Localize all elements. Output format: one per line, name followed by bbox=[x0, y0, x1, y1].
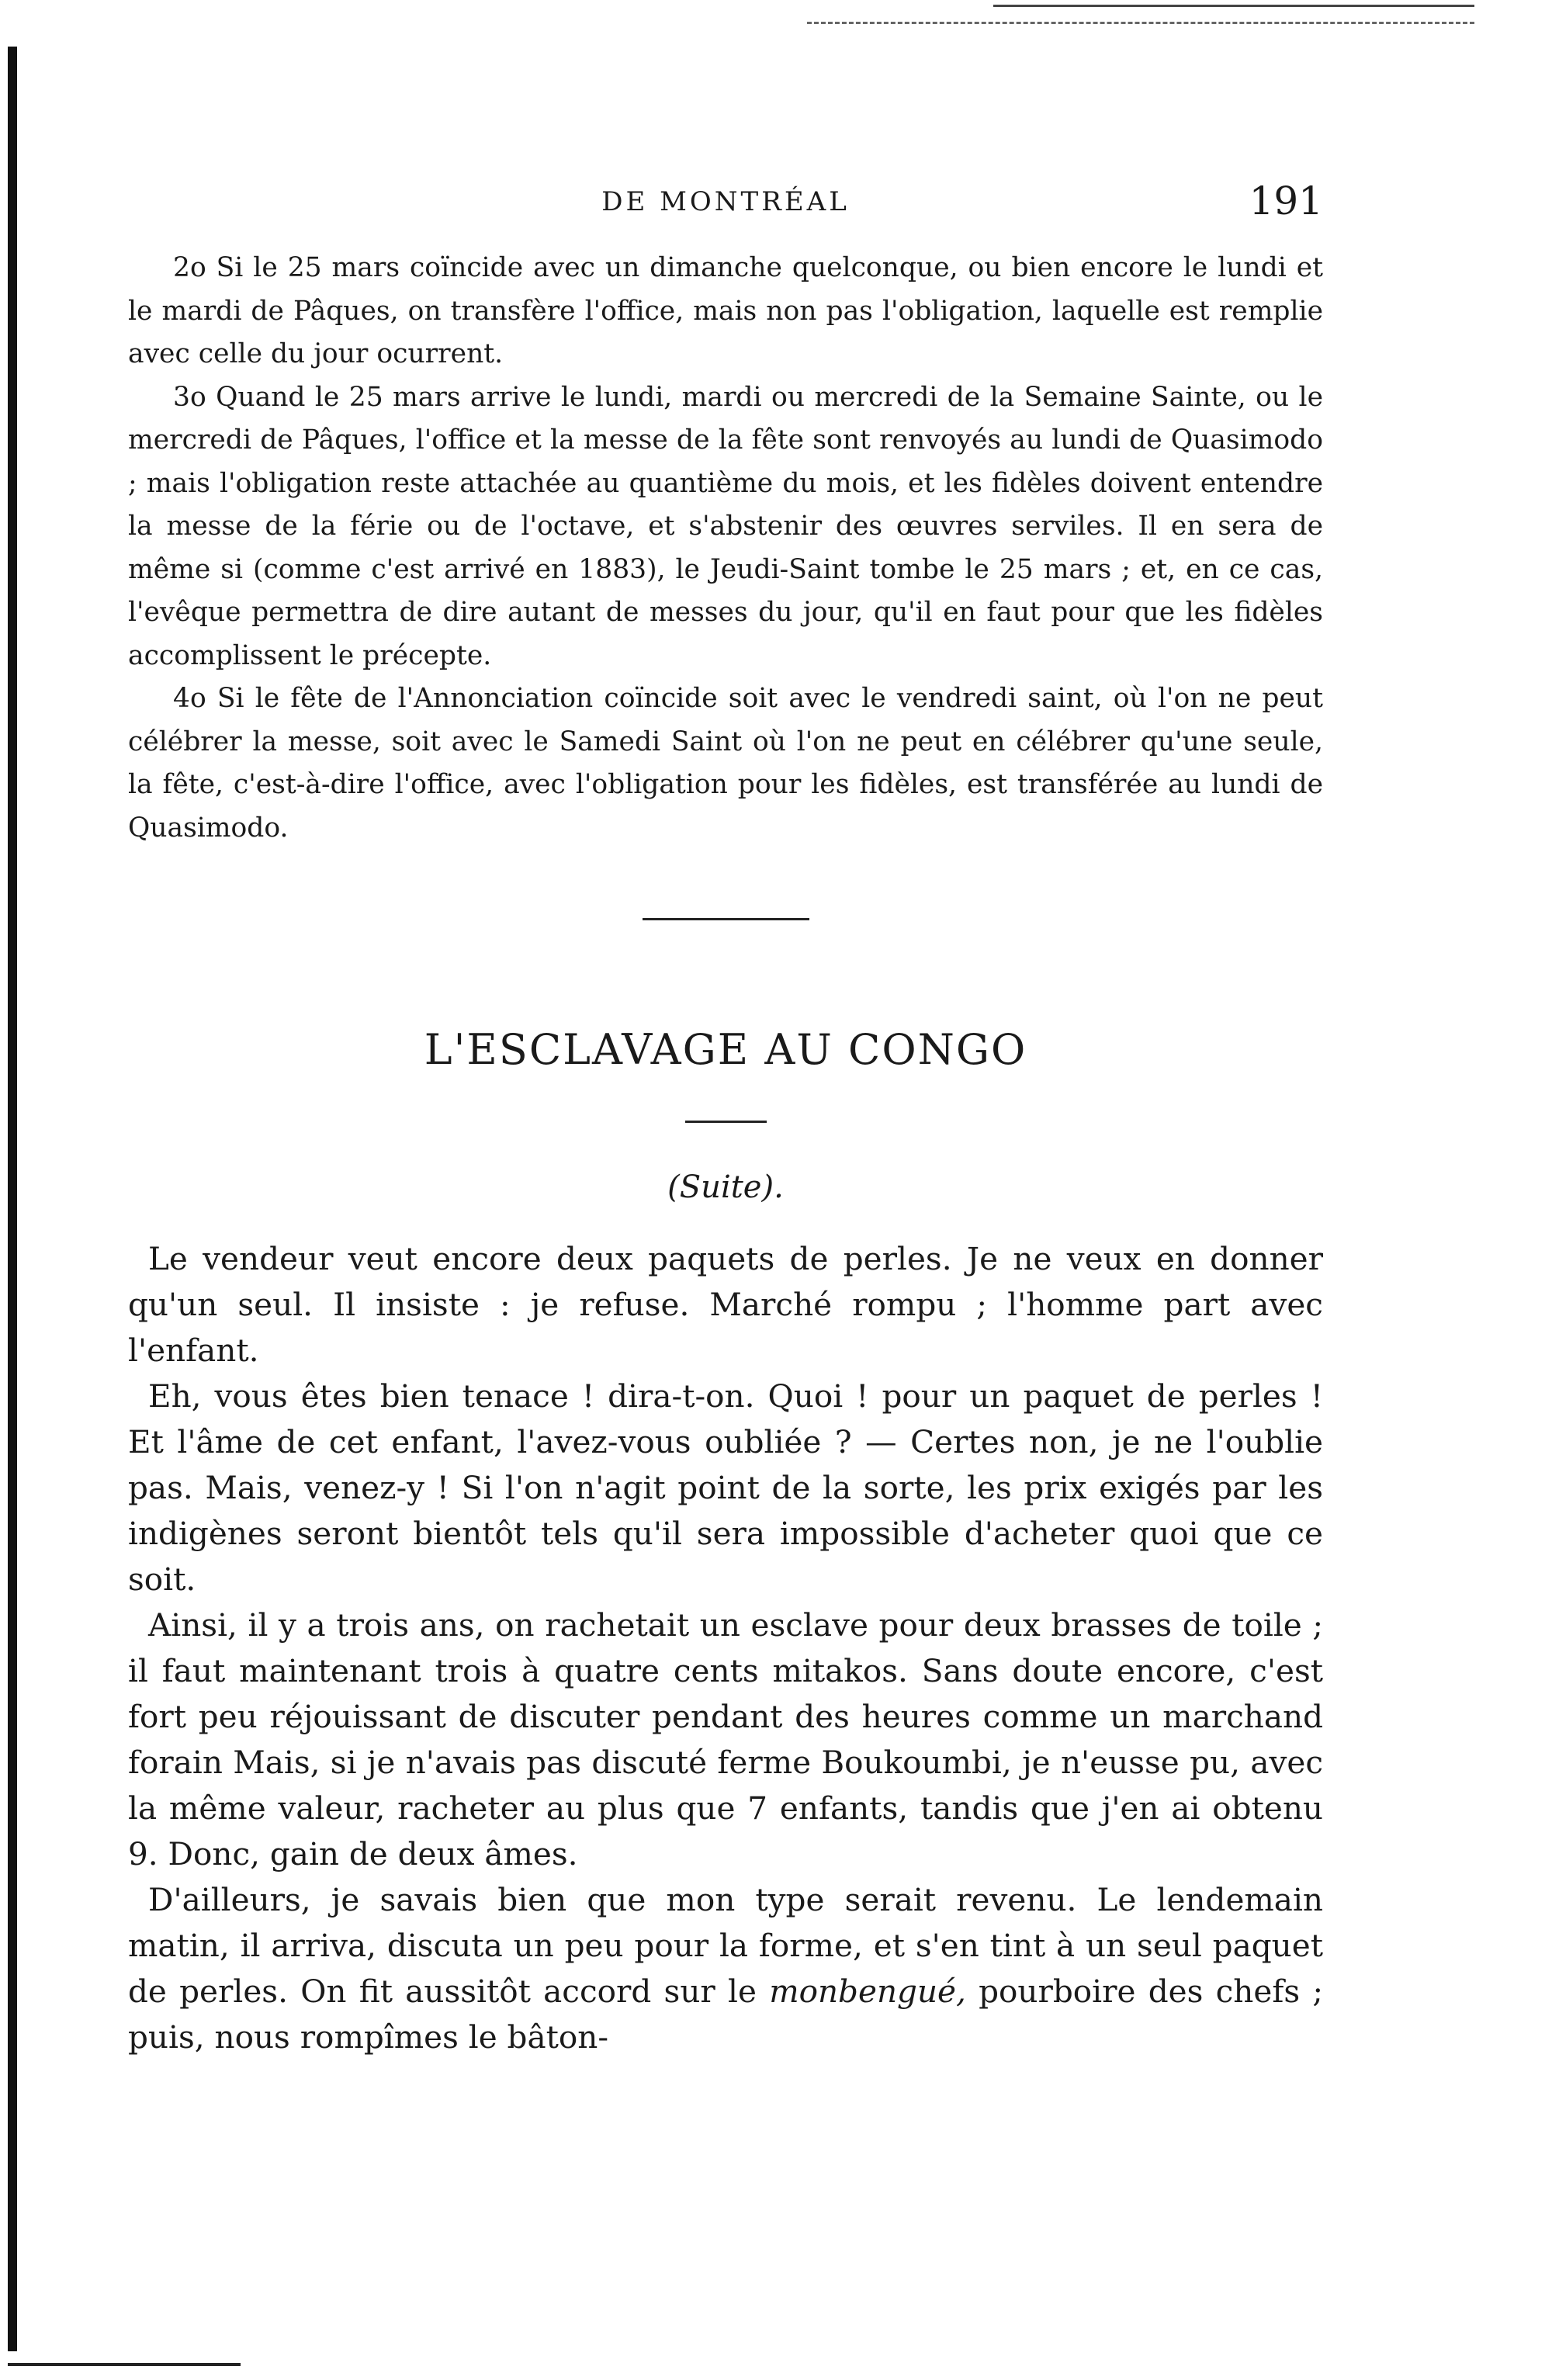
paragraph-4-italic-term: monbengué, bbox=[769, 1973, 966, 2010]
scan-edge-dash bbox=[807, 22, 1474, 24]
article-paragraph-3: Ainsi, il y a trois ans, on rachetait un esclave pour deux brasses de toile ; il faut maintenant trois à quatre cents mitakos. Sans doute encore, c'est fort peu réjouissant de discuter pendant des heures comme un marchand forain Mais, si je n'avais pas discuté ferme Boukoumbi, je n'eusse pu, avec la même valeur, racheter au plus que 7 enfants, tandis que j'en ai obtenu 9. Donc, gain de deux âmes. bbox=[128, 1606, 1323, 1872]
article-body bbox=[128, 1236, 1323, 2060]
article-title: L'ESCLAVAGE AU CONGO bbox=[424, 1025, 1027, 1074]
rule-paragraph-2: 2o Si le 25 mars coïncide avec un dimanche quelconque, ou bien encore le lundi et le mardi de Pâques, on transfère l'office, mais non pas l'obligation, laquelle est remplie avec celle du jour ocurrent. bbox=[128, 252, 1323, 369]
scan-edge-line bbox=[993, 5, 1474, 7]
scan-bottom-edge bbox=[8, 2363, 241, 2366]
page-number: 191 bbox=[1249, 178, 1323, 223]
running-header bbox=[128, 178, 1323, 233]
rule-paragraph-3: 3o Quand le 25 mars arrive le lundi, mardi ou mercredi de la Semaine Sainte, ou le mercredi de Pâques, l'office et la messe de la fête sont renvoyés au lundi de Quasimodo ; mais l'obligation reste attachée au quantième du mois, et les fidèles doivent entendre la messe de la férie ou de l'octave, et s'abstenir des œuvres serviles. Il en sera de même si (comme c'est arrivé en 1883), le Jeudi-Saint tombe le 25 mars ; et, en ce cas, l'evêque permettra de dire autant de messes du jour, qu'il en faut pour que les fidèles accomplissent le précepte. bbox=[128, 381, 1323, 671]
title-rule bbox=[685, 1121, 767, 1123]
article-paragraph-2: Eh, vous êtes bien tenace ! dira-t-on. Quoi ! pour un paquet de perles ! Et l'âme de cet enfant, l'avez-vous oubliée ? — Certes non, je ne l'oublie pas. Mais, venez-y ! Si l'on n'agit point de la sorte, les prix exigés par les indigènes seront bientôt tels qu'il sera impossible d'acheter quoi que ce soit. bbox=[128, 1377, 1323, 1598]
binding-shadow bbox=[8, 47, 17, 2351]
article-paragraph-1: Le vendeur veut encore deux paquets de perles. Je ne veux en donner qu'un seul. Il insiste : je refuse. Marché rompu ; l'homme part avec l'enfant. bbox=[128, 1240, 1323, 1369]
paragraph-4-text-end: pourboire des chefs ; puis, nous rompîmes le bâton- bbox=[128, 1973, 1323, 2056]
liturgical-rules bbox=[128, 247, 1323, 850]
running-title: DE MONTRÉAL bbox=[601, 186, 850, 217]
section-divider bbox=[643, 918, 809, 920]
rule-paragraph-4: 4o Si le fête de l'Annonciation coïncide soit avec le vendredi saint, où l'on ne peut célébrer la messe, soit avec le Samedi Saint où l'on ne peut en célébrer qu'une seule, la fête, c'est-à-dire l'office, avec l'obligation pour les fidèles, est transférée au lundi de Quasimodo. bbox=[128, 683, 1323, 844]
article-paragraph-4 bbox=[128, 1877, 1323, 2060]
paragraph-4-text-start: D'ailleurs, je savais bien que mon type serait revenu. Le lendemain matin, il arriva, discuta un peu pour la forme, et s'en tint à un seul paquet de perles. On fit aussitôt accord sur le bbox=[128, 1881, 1323, 2010]
page bbox=[128, 178, 1323, 2060]
article-subtitle: (Suite). bbox=[667, 1169, 784, 1205]
